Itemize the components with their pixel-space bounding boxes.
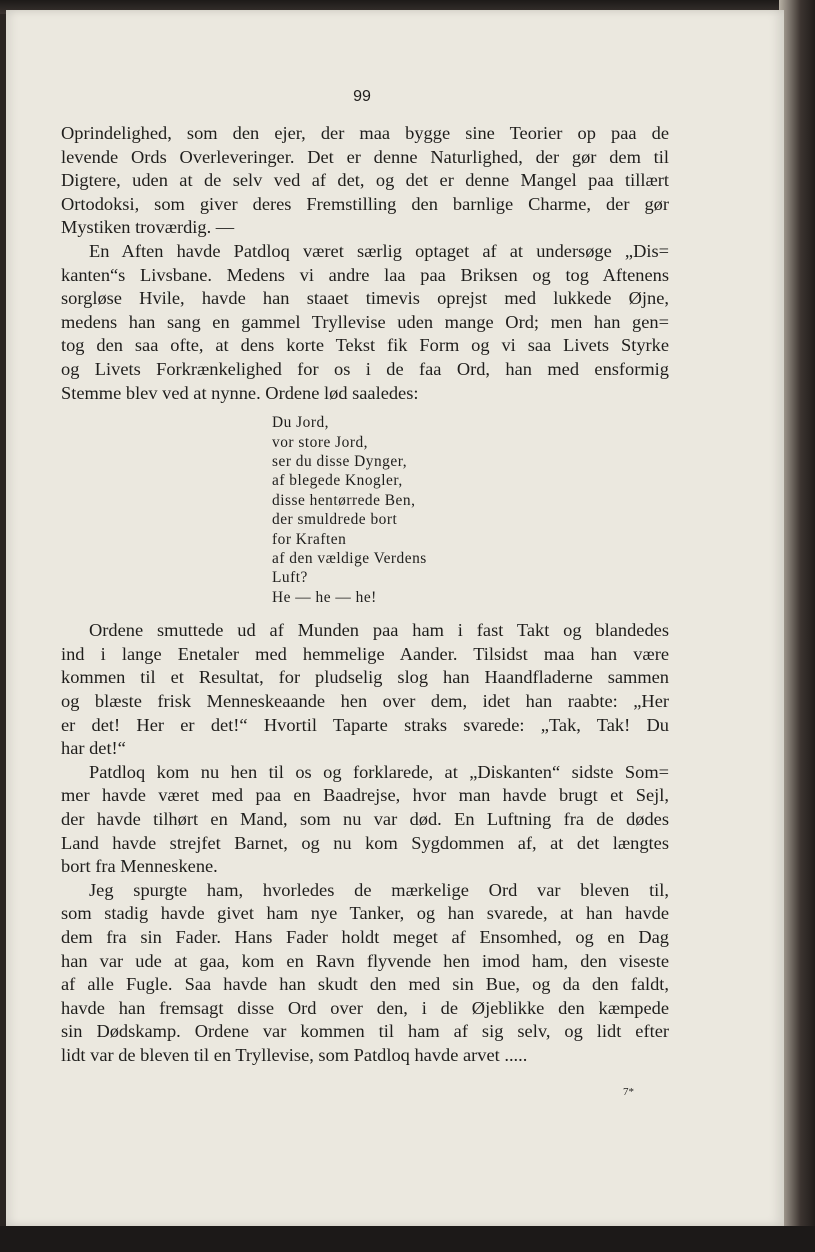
poem-line: der smuldrede bort <box>272 511 398 529</box>
text-line: Ordene smuttede ud af Munden paa ham i fast Takt og blandedes <box>89 620 669 641</box>
text-line: som stadig havde givet ham nye Tanker, og han svarede, at han havde <box>61 903 669 924</box>
poem-line: Du Jord, <box>272 414 330 432</box>
poem-line: vor store Jord, <box>272 433 368 451</box>
text-line: Land havde strejfet Barnet, og nu kom Sygdommen af, at det længtes <box>61 832 669 853</box>
text-line: havde han fremsagt disse Ord over den, i de Øjeblikke den kæmpede <box>61 997 669 1018</box>
paragraph <box>61 761 669 879</box>
book-page <box>6 10 784 1226</box>
book-edge-right <box>779 0 815 1252</box>
page-text <box>61 122 669 1067</box>
text-line: har det!“ <box>61 738 126 759</box>
text-line: tog den saa ofte, at dens korte Tekst fik Form og vi saa Livets Styrke <box>61 335 669 356</box>
text-line: En Aften havde Patdloq været særlig optaget af at undersøge „Dis= <box>89 240 669 261</box>
poem-line: He — he — he! <box>272 588 377 606</box>
poem-line: disse hentørrede Ben, <box>272 491 416 509</box>
text-line: er det! Her er det!“ Hvortil Taparte straks svarede: „Tak, Tak! Du <box>61 714 669 735</box>
poem-line: Luft? <box>272 569 308 587</box>
text-line: dem fra sin Fader. Hans Fader holdt meget af Ensomhed, og en Dag <box>61 926 669 947</box>
paragraph <box>61 619 669 761</box>
book-edge-bottom <box>0 1226 815 1252</box>
poem-line: af blegede Knogler, <box>272 472 403 490</box>
text-line: sin Dødskamp. Ordene var kommen til ham af sig selv, og lidt efter <box>61 1021 669 1042</box>
text-line: Mystiken troværdig. — <box>61 217 235 238</box>
text-line: bort fra Menneskene. <box>61 856 218 877</box>
text-before-poem <box>61 122 669 405</box>
poem <box>272 413 669 607</box>
text-line: medens han sang en gammel Tryllevise uden mange Ord; men han gen= <box>61 311 669 332</box>
text-line: ind i lange Enetaler med hemmelige Aander. Tilsidst maa han være <box>61 643 669 664</box>
page-number: 99 <box>353 88 371 105</box>
signature-mark: 7* <box>623 1086 634 1098</box>
text-line: kanten“s Livsbane. Medens vi andre laa paa Briksen og tog Aftenens <box>61 264 669 285</box>
text-line: der havde tilhørt en Mand, som nu var død. En Luftning fra de dødes <box>61 808 669 829</box>
text-line: han var ude at gaa, kom en Ravn flyvende hen imod ham, den viseste <box>61 950 669 971</box>
text-line: Digtere, uden at de selv ved af det, og det er denne Mangel paa tillært <box>61 170 669 191</box>
text-line: mer havde været med paa en Baadrejse, hvor man havde brugt et Sejl, <box>61 785 669 806</box>
text-line: levende Ords Overleveringer. Det er denne Naturlighed, der gør dem til <box>61 146 669 167</box>
text-line: lidt var de bleven til en Tryllevise, som Patdloq havde arvet ..... <box>61 1044 528 1065</box>
paragraph <box>61 122 669 240</box>
text-line: Jeg spurgte ham, hvorledes de mærkelige Ord var bleven til, <box>89 879 669 900</box>
text-line: og blæste frisk Menneskeaande hen over dem, idet han raabte: „Her <box>61 690 669 711</box>
text-line: kommen til et Resultat, for pludselig slog han Haandfladerne sammen <box>61 667 669 688</box>
paragraph <box>61 240 669 405</box>
text-line: Ortodoksi, som giver deres Fremstilling den barnlige Charme, der gør <box>61 193 669 214</box>
text-line: Stemme blev ved at nynne. Ordene lød saaledes: <box>61 382 419 403</box>
poem-line: ser du disse Dynger, <box>272 452 408 470</box>
text-line: Oprindelighed, som den ejer, der maa bygge sine Teorier op paa de <box>61 123 669 143</box>
poem-line: af den vældige Verdens <box>272 549 427 567</box>
paragraph <box>61 879 669 1068</box>
text-line: og Livets Forkrænkelighed for os i de faa Ord, han med ensformig <box>61 358 669 379</box>
text-line: Patdloq kom nu hen til os og forklarede, at „Diskanten“ sidste Som= <box>89 761 669 782</box>
text-after-poem <box>61 619 669 1067</box>
text-line: sorgløse Hvile, havde han staaet timevis oprejst med lukkede Øjne, <box>61 288 669 309</box>
poem-line: for Kraften <box>272 530 347 548</box>
text-line: af alle Fugle. Saa havde han skudt den med sin Bue, og da den faldt, <box>61 974 669 995</box>
